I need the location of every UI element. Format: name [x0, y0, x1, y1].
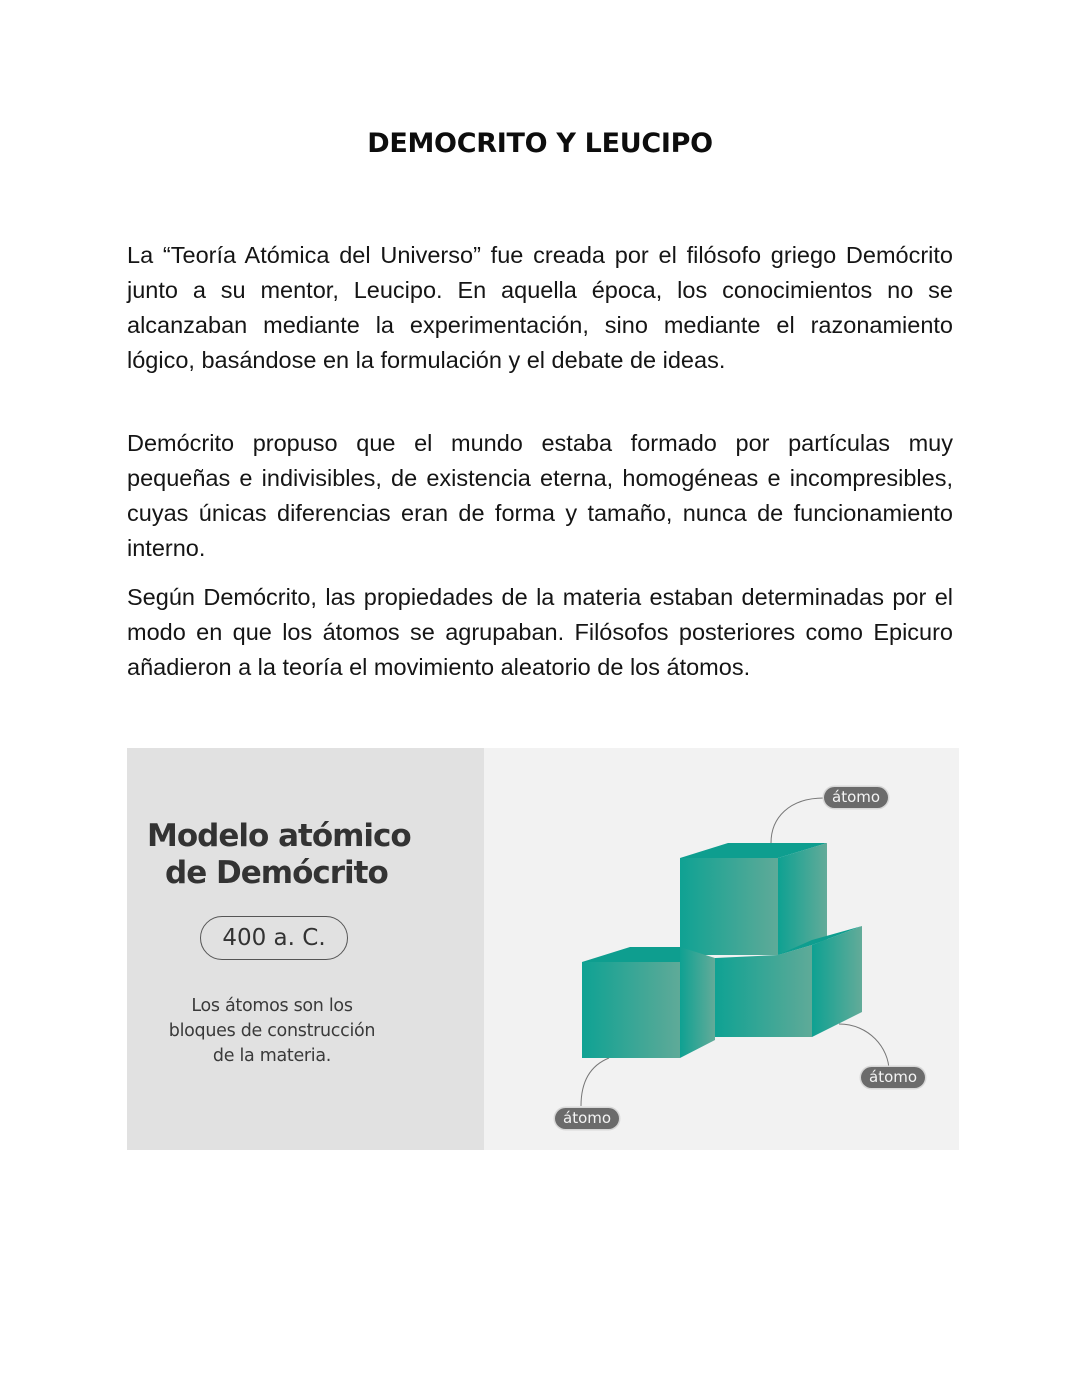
- figure-title-line1: Modelo atómico: [147, 818, 411, 854]
- caption-line: de la materia.: [212, 1046, 332, 1066]
- caption-line: bloques de construcción: [168, 1021, 376, 1041]
- atom-label-top: átomo: [824, 787, 888, 808]
- callout-line: [839, 1024, 889, 1071]
- caption-line: Los átomos son los: [191, 996, 353, 1016]
- figure-title: [147, 818, 411, 892]
- paragraph-intro: La “Teoría Atómica del Universo” fue creada por el filósofo griego Demócrito junto a su mentor, Leucipo. En aquella época, los conocimientos no se alcanzaban mediante la experimentación, sino mediante el razonamiento lógico, basándose en la formulación y el debate de ideas.: [127, 242, 953, 373]
- paragraph-democritus-theory: Demócrito propuso que el mundo estaba formado por partículas muy pequeñas e indivisibles, de existencia eterna, homogéneas e incompresibles, cuyas únicas diferencias eran de forma y tamaño, nunca de funcionamiento interno.: [127, 430, 953, 561]
- document-title: DEMOCRITO Y LEUCIPO: [367, 128, 713, 159]
- cubes-illustration: [484, 748, 959, 1150]
- atom-cube-bottom-left: [582, 947, 715, 1058]
- atom-label-bottom-left: átomo: [555, 1108, 619, 1129]
- callout-line: [771, 798, 824, 843]
- callout-line: [581, 1058, 609, 1106]
- date-badge: 400 a. C.: [200, 916, 348, 960]
- figure-illustration-panel: [484, 748, 959, 1150]
- figure-caption: [147, 994, 397, 1069]
- paragraph-properties: Según Demócrito, las propiedades de la materia estaban determinadas por el modo en que los átomos se agrupaban. Filósofos posteriores como Epicuro añadieron a la teoría el movimiento aleatorio de los átomos.: [127, 584, 953, 680]
- atom-label-right: átomo: [861, 1067, 925, 1088]
- atomic-model-figure: [127, 748, 959, 1150]
- atom-cube-top: [680, 843, 827, 955]
- figure-title-line2: de Demócrito: [165, 855, 388, 891]
- figure-info-panel: [127, 748, 484, 1150]
